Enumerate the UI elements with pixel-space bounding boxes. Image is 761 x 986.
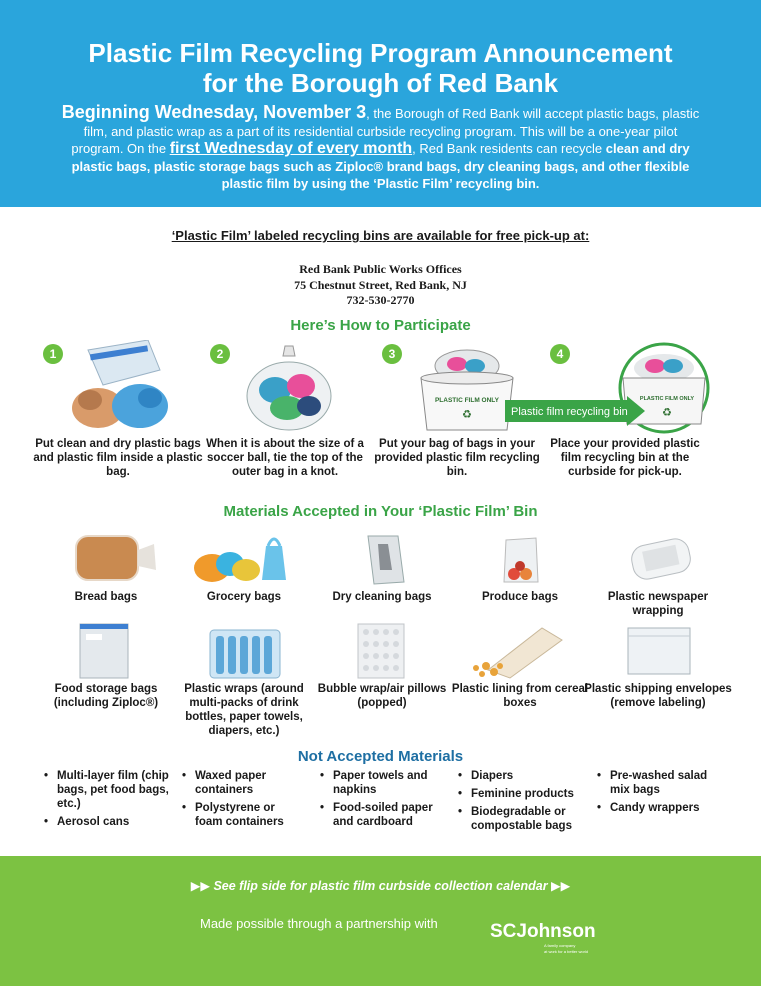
not-accepted-item: • Aerosol cans xyxy=(44,815,169,829)
double-arrow-icon: ▶▶ xyxy=(547,879,571,893)
tied-bag-illustration xyxy=(235,340,345,432)
step-number: 2 xyxy=(210,344,230,364)
footer-banner xyxy=(0,856,761,986)
not-accepted-column-2 xyxy=(182,769,302,833)
material-label: Plastic wraps (around multi-packs of drink bottles, paper towels, diapers, etc.) xyxy=(184,683,304,737)
shipping-envelope-icon xyxy=(584,622,732,680)
material-food-storage-bags xyxy=(32,622,180,710)
bin-arrow xyxy=(505,396,645,426)
double-arrow-icon: ▶▶ xyxy=(190,879,214,893)
bottle-multipack-icon xyxy=(170,622,318,680)
not-accepted-item: • Feminine products xyxy=(458,787,593,801)
bin-label: PLASTIC FILM ONLY xyxy=(639,396,695,402)
step-number: 3 xyxy=(382,344,402,364)
not-accepted-column-1 xyxy=(44,769,169,833)
materials-title: Materials Accepted in Your ‘Plastic Film’ Bin xyxy=(223,503,538,520)
bread-bag-icon xyxy=(32,530,180,588)
not-accepted-column-3 xyxy=(320,769,450,833)
newspaper-wrap-icon xyxy=(584,530,732,588)
material-label: Plastic newspaper wrapping xyxy=(607,591,709,617)
not-accepted-item: • Diapers xyxy=(458,769,593,783)
step-caption: Put your bag of bags in your provided plastic film recycling bin. xyxy=(374,438,540,478)
title-line-1: Plastic Film Recycling Program Announcement xyxy=(88,38,673,68)
material-label: Food storage bags (including Ziploc®) xyxy=(53,683,159,709)
not-accepted-column-4 xyxy=(458,769,593,837)
office-name: Red Bank Public Works Offices xyxy=(299,262,462,276)
intro-accepted-list: clean and dry plastic bags, plastic storage bags such as Ziploc® brand bags, dry cleaning bags, and other flexible plastic film by using the ‘Plastic Film’ recycling bin. xyxy=(71,141,690,191)
header-banner xyxy=(0,0,761,207)
how-title: Here’s How to Participate xyxy=(290,317,471,334)
scjohnson-logo xyxy=(490,911,600,961)
recycle-icon: ♻ xyxy=(662,406,672,419)
produce-bag-icon xyxy=(446,530,594,588)
cereal-lining-icon xyxy=(446,622,594,680)
bubble-wrap-icon xyxy=(308,622,456,680)
svg-text:A family company: A family company xyxy=(544,943,576,948)
office-phone: 732-530-2770 xyxy=(346,293,415,307)
material-bread-bags xyxy=(32,530,180,604)
material-shipping-envelopes xyxy=(584,622,732,710)
bin-label: PLASTIC FILM ONLY xyxy=(434,397,500,404)
material-cereal-lining xyxy=(446,622,594,710)
step-number: 4 xyxy=(550,344,570,364)
material-dry-cleaning-bags xyxy=(308,530,456,604)
not-accepted-item: • Polystyrene or foam containers xyxy=(182,801,302,829)
not-accepted-column-5 xyxy=(597,769,722,819)
step-2 xyxy=(200,340,370,480)
step-number: 1 xyxy=(43,344,63,364)
material-label: Produce bags xyxy=(481,591,559,603)
logo-text: SCJohnson xyxy=(490,921,596,942)
dry-cleaning-bag-icon xyxy=(308,530,456,588)
page-title xyxy=(0,0,761,98)
intro-first-wednesday: first Wednesday of every month xyxy=(169,140,413,157)
not-accepted-item: • Food-soiled paper and cardboard xyxy=(320,801,450,829)
office-address-block xyxy=(0,262,761,309)
material-bubble-wrap xyxy=(308,622,456,710)
office-address: 75 Chestnut Street, Red Bank, NJ xyxy=(294,277,467,292)
flip-side-note xyxy=(0,878,761,893)
grocery-bags-icon xyxy=(170,530,318,588)
material-newspaper-wrapping xyxy=(584,530,732,618)
step-caption: Place your provided plastic film recycling bin at the curbside for pick-up. xyxy=(550,438,700,478)
not-accepted-item: • Paper towels and napkins xyxy=(320,769,450,797)
recycle-icon: ♻ xyxy=(462,408,472,421)
step-caption: When it is about the size of a soccer ball, tie the top of the outer bag in a knot. xyxy=(206,438,364,478)
material-grocery-bags xyxy=(170,530,318,604)
not-accepted-item: • Pre-washed salad mix bags xyxy=(597,769,722,797)
material-label: Bread bags xyxy=(74,591,138,603)
intro-paragraph xyxy=(0,98,761,193)
material-label: Grocery bags xyxy=(206,591,282,603)
arrow-label: Plastic film recycling bin xyxy=(511,406,628,418)
material-label: Bubble wrap/air pillows (popped) xyxy=(317,683,447,709)
not-accepted-item: • Waxed paper containers xyxy=(182,769,302,797)
not-accepted-item: • Biodegradable or compostable bags xyxy=(458,805,593,833)
intro-text-b: , Red Bank residents can recycle xyxy=(412,141,606,156)
material-produce-bags xyxy=(446,530,594,604)
intro-start-date: Beginning Wednesday, November 3 xyxy=(61,102,367,122)
material-plastic-wraps xyxy=(170,622,318,738)
partnership-text: Made possible through a partnership with xyxy=(200,916,438,931)
title-line-2: for the Borough of Red Bank xyxy=(202,68,559,98)
material-label: Dry cleaning bags xyxy=(332,591,432,603)
ziploc-bag-icon xyxy=(32,622,180,680)
not-accepted-title: Not Accepted Materials xyxy=(297,748,464,765)
bags-in-bag-illustration xyxy=(68,340,178,432)
material-label: Plastic lining from cereal boxes xyxy=(451,683,589,709)
svg-text:at work for a better world: at work for a better world xyxy=(544,949,589,954)
pickup-title: ‘Plastic Film’ labeled recycling bins are available for free pick-up at: xyxy=(171,228,590,243)
flip-side-text: See flip side for plastic film curbside collection calendar xyxy=(213,879,548,893)
not-accepted-item: • Candy wrappers xyxy=(597,801,722,815)
step-caption: Put clean and dry plastic bags and plastic film inside a plastic bag. xyxy=(33,438,203,478)
intro-text-a: , the Borough of Red Bank will accept plastic bags, plastic film, and plastic wrap as a part of its residential curbside recycling program. This will be a one-year pilot program. On the xyxy=(71,106,700,156)
not-accepted-item: • Multi-layer film (chip bags, pet food bags, etc.) xyxy=(44,769,169,811)
material-label: Plastic shipping envelopes (remove labeling) xyxy=(584,683,732,709)
step-1 xyxy=(33,340,203,480)
bin-with-bag-illustration xyxy=(407,340,517,432)
